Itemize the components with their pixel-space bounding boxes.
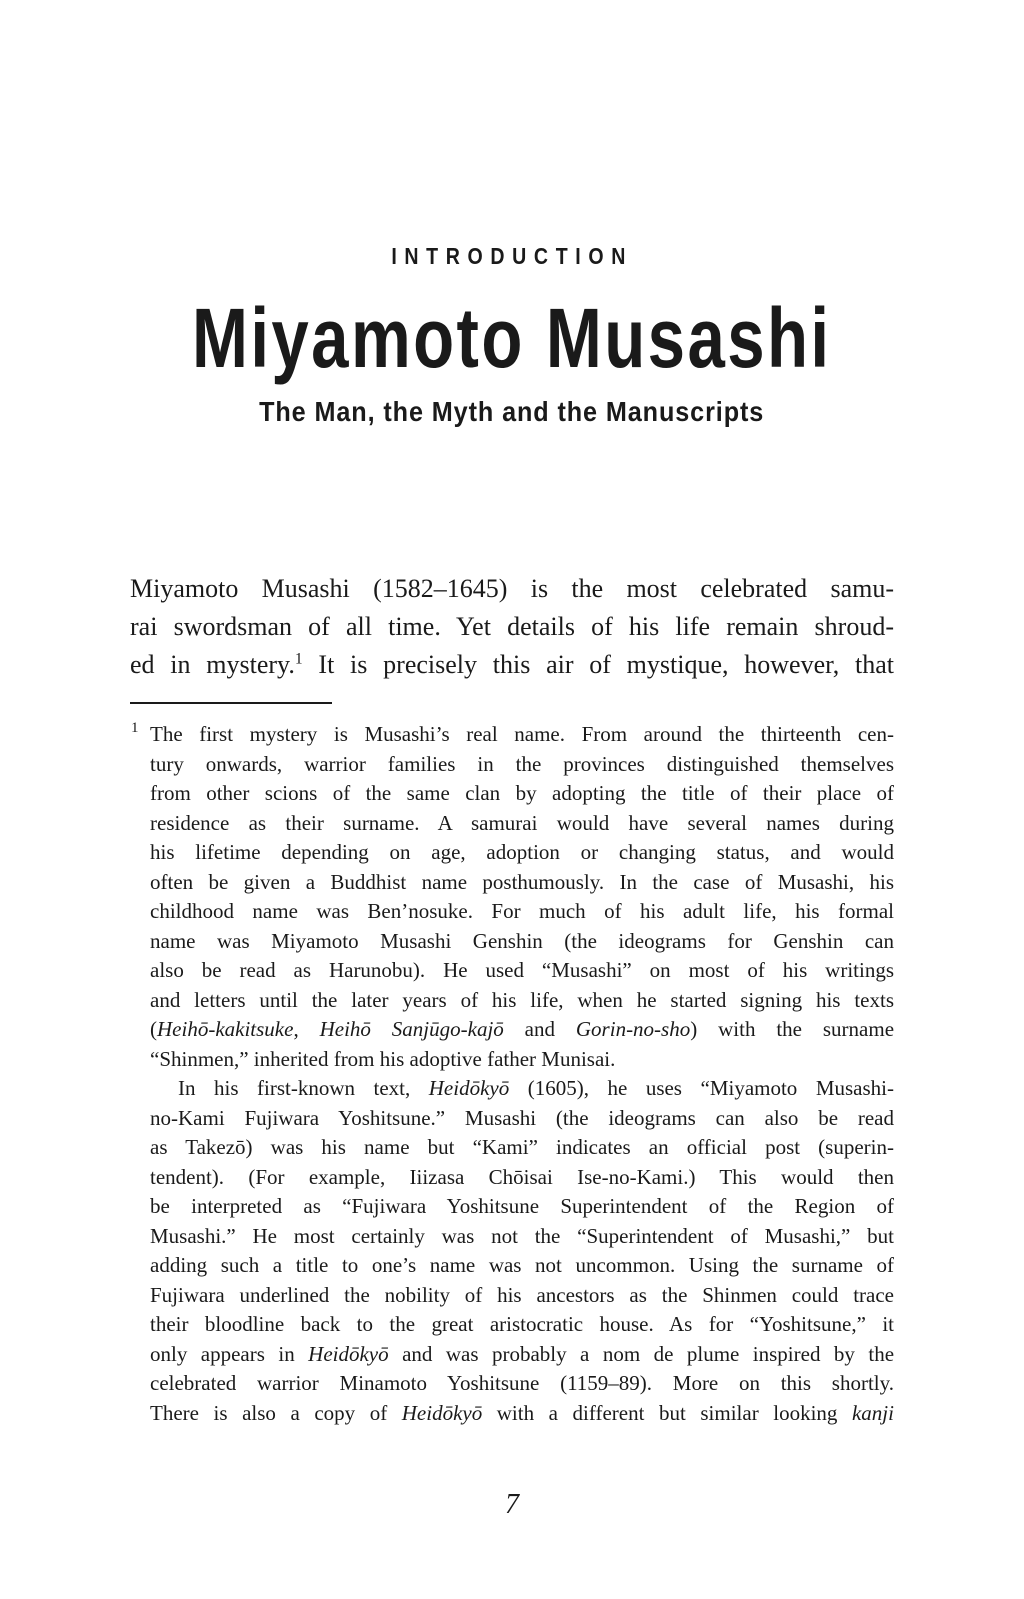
footnote-line: celebrated warrior Minamoto Yoshitsune (1159–89). More on this shortly. [150,1371,894,1395]
footnote-line: and letters until the later years of his life, when he started signing his texts [150,987,894,1012]
page-title-text: Miyamoto Musashi [192,291,832,385]
footnote-line: also be read as Harunobu). He used “Musashi” on most of his writings [150,958,894,982]
footnote-line: his lifetime depending on age, adoption or changing status, and would [150,840,894,864]
footnote-rule [130,702,332,704]
footnote-line: only appears in Heidōkyō and was probably a nom de plume inspired by the [150,1341,895,1366]
footnote-line: tendent). (For example, Iiizasa Chōisai Ise-no-Kami.) This would then [150,1164,894,1189]
page-title [0,291,1024,385]
body-line: rai swordsman of all time. Yet details of his life remain shroud- [130,612,894,641]
footnote-line: from other scions of the same clan by adopting the title of their place of [150,781,894,805]
footnote-line: be interpreted as “Fujiwara Yoshitsune Superintendent of the Region of [150,1194,894,1218]
footnote-line: name was Miyamoto Musashi Genshin (the ideograms for Genshin can [150,928,894,953]
footnote-line: Musashi.” He most certainly was not the “Superintendent of Musashi,” but [150,1223,894,1248]
footnote-line: adding such a title to one’s name was not uncommon. Using the surname of [150,1253,894,1277]
footnote-line: often be given a Buddhist name posthumously. In the case of Musashi, his [150,869,894,894]
page-number: 7 [505,1489,519,1520]
footnote-line: as Takezō) was his name but “Kami” indicates an official post (superin- [150,1135,894,1159]
footnote-line: There is also a copy of Heidōkyō with a different but similar looking kanji [150,1400,894,1425]
footnote-line: residence as their surname. A samurai would have several names during [150,810,894,835]
page-subtitle-text: The Man, the Myth and the Manuscripts [259,396,765,427]
footnote-marker: 1 [131,720,139,736]
footnote-line: Fujiwara underlined the nobility of his ancestors as the Shinmen could trace [150,1282,894,1307]
section-kicker [130,244,894,268]
footnote-line: tury onwards, warrior families in the provinces distinguished themselves [150,751,894,776]
footnote-line: their bloodline back to the great aristocratic house. As for “Yoshitsune,” it [150,1312,894,1336]
body-line: ed in mystery.$^1$ It is precisely this air of mystique, however, that [130,650,894,679]
body-line: Miyamoto Musashi (1582–1645) is the most celebrated samu- [130,574,894,603]
footnote-line: “Shinmen,” inherited from his adoptive father Munisai. [150,1046,616,1071]
footnote-line: (Heihō-kakitsuke, Heihō Sanjūgo-kajō and Gorin-no-sho) with the surname [150,1017,895,1041]
page-subtitle [0,397,1024,427]
body-paragraph [130,570,894,684]
footnote-text [150,720,894,1428]
section-kicker-text: INTRODUCTION [391,243,633,269]
footnote-line: no-Kami Fujiwara Yoshitsune.” Musashi (the ideograms can also be read [150,1105,894,1130]
footnote [130,720,894,1428]
footnote-line: In his first-known text, Heidōkyō (1605), he uses “Miyamoto Musashi- [178,1076,894,1100]
footnote-line: The first mystery is Musashi’s real name. From around the thirteenth cen- [150,722,894,746]
footnote-line: childhood name was Ben’nosuke. For much of his adult life, his formal [150,899,894,923]
